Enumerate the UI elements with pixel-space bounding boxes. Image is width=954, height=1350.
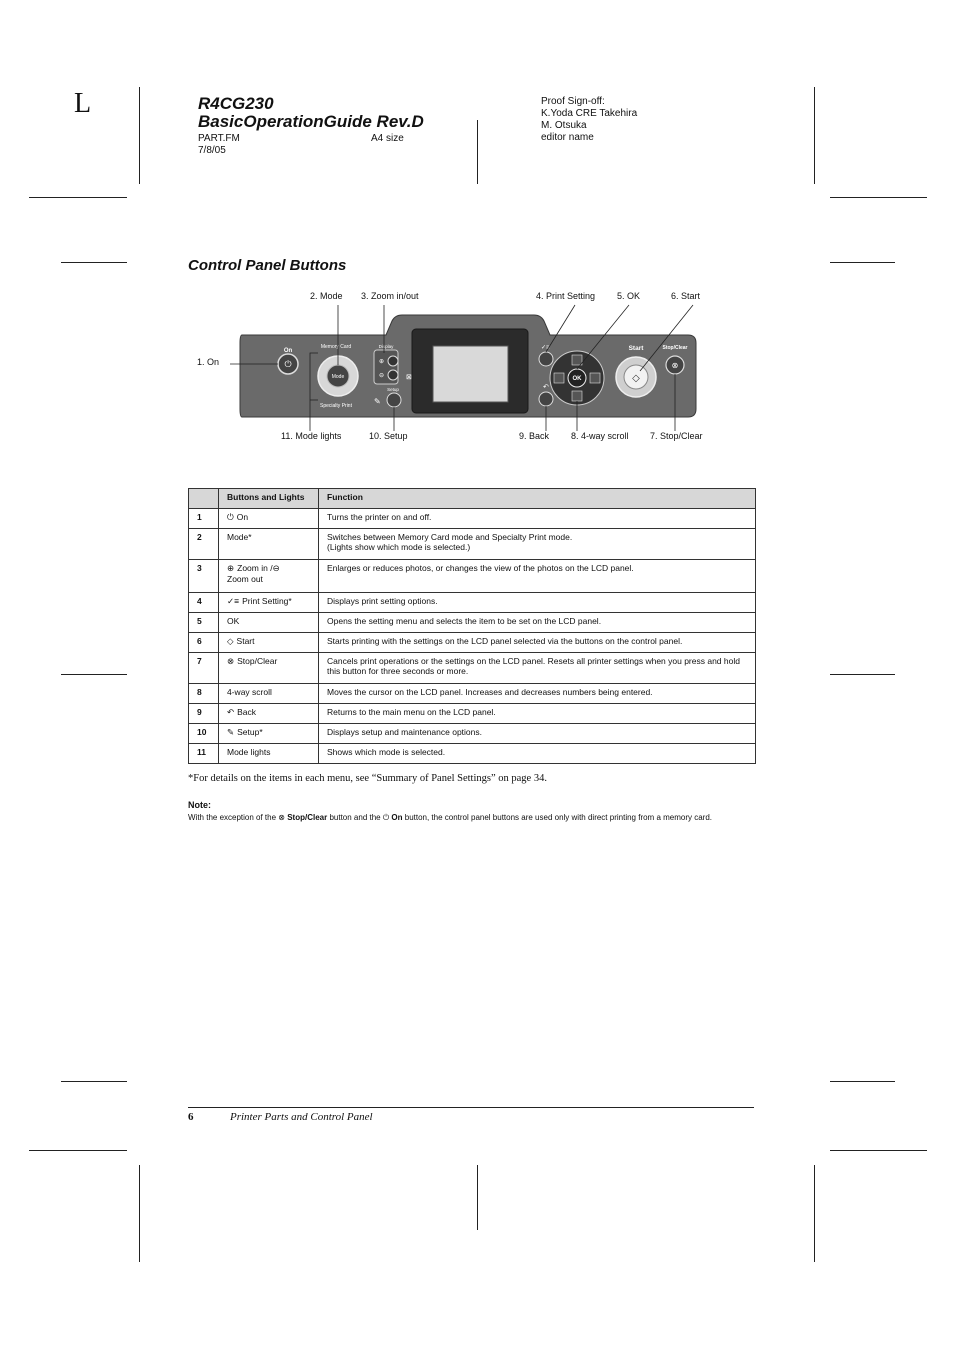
buttons-table [188,488,756,764]
row-number: 3 [189,560,219,593]
row-number: 11 [189,744,219,764]
scroll-up-button[interactable] [572,355,582,365]
row-name: ⊗ Stop/Clear [219,653,319,684]
scroll-down-button[interactable] [572,391,582,401]
row-function: Turns the printer on and off. [319,509,756,529]
back-icon: ↶ [227,707,235,717]
stop-icon: ⊗ [278,813,288,822]
callout-back: 9. Back [519,431,550,441]
control-panel-diagram [188,285,756,450]
table-row [189,704,756,724]
zoom-in-icon: ⊕ [379,359,385,365]
row-function: Shows which mode is selected. [319,744,756,764]
zoom-out-button[interactable] [388,370,398,380]
zoom-in-button[interactable] [388,356,398,366]
panel-label-display: Display [378,344,394,349]
callout-on: 1. On [197,357,220,367]
callout-scroll: 8. 4-way scroll [571,431,629,441]
proof-editor: editor name [541,132,594,143]
table-header-function: Function [319,489,756,509]
proof-label: Proof Sign-off: [541,96,605,107]
page-number: 6 [188,1111,194,1123]
note-text: With the exception of the ⊗ Stop/Clear button and the ⏻ On button, the control panel buttons are used only with direct printing from a memory card. [188,813,713,822]
file-date: 7/8/05 [198,145,226,156]
zoom-out-icon: ⊖ [379,373,385,379]
file-name: PART.FM [198,133,240,144]
crop-mark [477,1165,478,1230]
row-name: OK [219,613,319,633]
document-title [198,95,424,131]
row-number: 1 [189,509,219,529]
corner-letter: L [74,88,92,119]
panel-label-setup: Setup [387,387,399,392]
table-row [189,653,756,684]
crop-mark [830,262,895,263]
paper-size: A4 size [371,133,404,144]
callout-mode: 2. Mode [310,291,343,301]
row-name: ✎ Setup* [219,724,319,744]
row-name: Mode lights [219,744,319,764]
table-header-row [189,489,756,509]
row-name: ↶ Back [219,704,319,724]
row-number: 6 [189,633,219,653]
row-number: 4 [189,593,219,613]
row-number: 5 [189,613,219,633]
display-icon: ⊠ [406,374,412,381]
table-row [189,684,756,704]
proof-names-2: M. Otsuka [541,120,587,131]
crop-mark [29,197,127,198]
row-name: Mode* [219,529,319,560]
crop-mark [814,1165,815,1262]
crop-mark [477,120,478,184]
note-heading: Note: [188,800,211,810]
row-name: 4-way scroll [219,684,319,704]
crop-mark [29,1150,127,1151]
panel-label-stop-clear: Stop/Clear [662,345,688,351]
zoom-in-icon: ⊕ [227,563,235,573]
print-setting-button[interactable] [539,352,553,366]
row-number: 10 [189,724,219,744]
power-icon: ⏻ [382,813,392,822]
crop-mark [61,262,127,263]
panel-label-ok: OK [572,376,582,382]
row-function: Returns to the main menu on the LCD panel. [319,704,756,724]
crop-mark [830,1150,927,1151]
panel-label-on: On [283,348,293,354]
crop-mark [830,1081,895,1082]
row-function: Cancels print operations or the settings on the LCD panel. Resets all printer settings when you press and hold this button for three seconds or more. [319,653,756,684]
crop-mark [61,1081,127,1082]
section-title: Control Panel Buttons [188,257,347,274]
row-number: 9 [189,704,219,724]
power-icon: ⏻ [284,360,292,370]
crop-mark [61,674,127,675]
wrench-icon: ✎ [374,397,381,406]
row-function: Enlarges or reduces photos, or changes the view of the photos on the LCD panel. [319,560,756,593]
row-function: Moves the cursor on the LCD panel. Increases and decreases numbers being entered. [319,684,756,704]
row-function: Switches between Memory Card mode and Specialty Print mode. (Lights show which mode is selected.) [319,529,756,560]
table-row [189,509,756,529]
proof-names-1: K.Yoda CRE Takehira [541,108,638,119]
crop-mark [139,87,140,184]
row-number: 8 [189,684,219,704]
table-row [189,560,756,593]
start-icon: ◇ [632,373,640,384]
row-name: ⊕ Zoom in /⊖ Zoom out [219,560,319,593]
callout-setup: 10. Setup [369,431,408,441]
title-line-2: BasicOperationGuide Rev.D [198,112,424,131]
panel-label-specialty-print: Specialty Print [320,403,352,409]
row-function: Opens the setting menu and selects the item to be set on the LCD panel. [319,613,756,633]
scroll-right-button[interactable] [590,373,600,383]
table-row [189,633,756,653]
print-setting-icon: ✓≡ [541,345,550,351]
table-row [189,593,756,613]
table-row [189,724,756,744]
table-header-num [189,489,219,509]
wrench-icon: ✎ [227,727,235,737]
table-row [189,744,756,764]
row-number: 7 [189,653,219,684]
footnote: *For details on the items in each menu, see “Summary of Panel Settings” on page 34. [188,773,547,784]
lcd-screen [433,346,508,402]
setup-button[interactable] [387,393,401,407]
chapter-title: Printer Parts and Control Panel [230,1111,373,1123]
panel-label-mode: Mode [331,374,345,380]
row-number: 2 [189,529,219,560]
power-icon: ⏻ [227,512,234,522]
callout-ok: 5. OK [617,291,641,301]
crop-mark [830,674,895,675]
row-function: Displays print setting options. [319,593,756,613]
row-function: Displays setup and maintenance options. [319,724,756,744]
back-button[interactable] [539,392,553,406]
table-row [189,529,756,560]
crop-mark [139,1165,140,1262]
callout-mode-lights: 11. Mode lights [281,431,342,441]
table-header-buttons: Buttons and Lights [219,489,319,509]
callout-stop-clear: 7. Stop/Clear [650,431,703,441]
title-line-1: R4CG230 [198,94,274,113]
back-icon: ↶ [543,384,549,391]
panel-label-memory-card: Memory Card [320,344,352,350]
print-setting-icon: ✓≡ [227,596,240,606]
scroll-left-button[interactable] [554,373,564,383]
callout-start: 6. Start [671,291,701,301]
stop-icon: ⊗ [227,656,235,666]
zoom-out-icon: ⊖ [272,563,280,573]
crop-mark [830,197,927,198]
start-icon: ◇ [227,636,234,646]
callout-zoom: 3. Zoom in/out [361,291,419,301]
stop-icon: ⊗ [671,361,679,370]
row-name: ◇ Start [219,633,319,653]
crop-mark [814,87,815,184]
callout-print-setting: 4. Print Setting [536,291,596,301]
row-name: ⏻ On [219,509,319,529]
panel-label-start: Start [628,345,644,352]
table-row [189,613,756,633]
row-function: Starts printing with the settings on the LCD panel selected via the buttons on the control panel. [319,633,756,653]
row-name: ✓≡ Print Setting* [219,593,319,613]
footer-rule [188,1107,754,1108]
